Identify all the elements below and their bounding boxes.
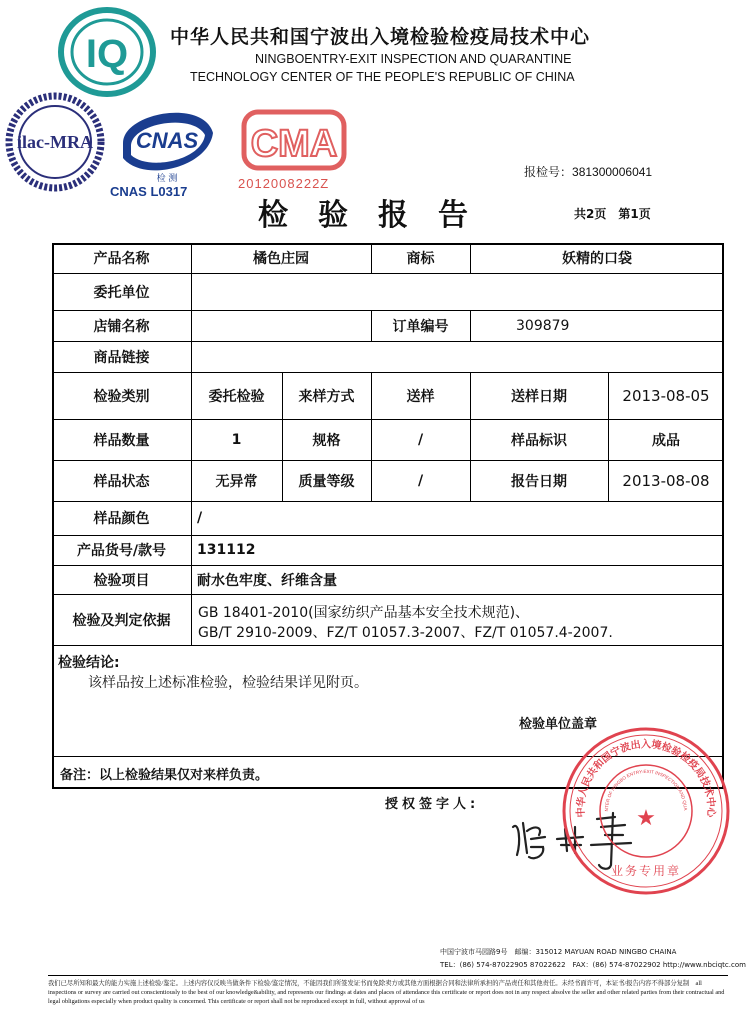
client-label: 委托单位 bbox=[93, 284, 150, 301]
submit-date-label: 送样日期 bbox=[511, 388, 567, 405]
footer-address: 中国宁波市马园路9号 邮编：315012 MAYUAN ROAD NINGBO CHAINA bbox=[440, 948, 677, 956]
submit-date-value: 2013-08-05 bbox=[622, 386, 710, 405]
seal-star-icon: ★ bbox=[636, 806, 656, 831]
report-title: 检验报告 bbox=[258, 198, 498, 233]
sampling-method-label: 来样方式 bbox=[298, 388, 355, 405]
inspection-type-value: 委托检验 bbox=[208, 388, 265, 405]
official-seal bbox=[560, 725, 732, 897]
sample-quantity-value: 1 bbox=[231, 431, 242, 448]
signer-label: 授权签字人: bbox=[385, 797, 480, 812]
client-value bbox=[191, 273, 724, 310]
org-name-en-line2: TECHNOLOGY CENTER OF THE PEOPLE'S REPUBLIC OF CHINA bbox=[190, 70, 575, 84]
basis-line-2: GB/T 2910-2009、FZ/T 01057.3-2007、FZ/T 01057.4-2007. bbox=[198, 625, 613, 641]
report-number-label: 报检号： bbox=[524, 165, 573, 179]
org-name-en-line1: NINGBOENTRY-EXIT INSPECTION AND QUARANTINE bbox=[255, 52, 572, 66]
sample-mark-value: 成品 bbox=[652, 432, 680, 449]
sample-quantity-label: 样品数量 bbox=[93, 432, 150, 449]
seal-top-text: 中华人民共和国宁波出入境检验检疫局技术中心 bbox=[575, 739, 717, 818]
report-number-value: 381300006041 bbox=[572, 165, 653, 179]
sample-mark-label: 样品标识 bbox=[511, 432, 567, 449]
footer-divider bbox=[48, 975, 728, 976]
shop-value bbox=[191, 310, 371, 341]
trademark-label: 商标 bbox=[406, 251, 435, 267]
basis-line-1: GB 18401-2010(国家纺织产品基本安全技术规范)、 bbox=[198, 605, 530, 621]
quality-grade-value: / bbox=[417, 472, 424, 489]
order-number-value: 309879 bbox=[516, 317, 570, 334]
sampling-method-value: 送样 bbox=[406, 388, 435, 405]
page-count: 共2页 第1页 bbox=[574, 207, 651, 221]
cnas-text: CNAS bbox=[135, 128, 199, 153]
trademark-value: 妖精的口袋 bbox=[562, 251, 632, 267]
org-name-cn: 中华人民共和国宁波出入境检验检疫局技术中心 bbox=[170, 26, 591, 48]
footer-disclaimer: 我们已尽所知和最大的能力实施上述检验/鉴定。上述内容仅反映当做条件下检验/鉴定情况，不能因我们所签发证书而免除卖方或其他方面根据合同和法律所承担的产品责任和其他责任。未经书面许可，本证书/报告内容不得部分复制 all inspections or survey are carried out conscientiously to the best of our knowledge&ability, and represents our findings at dates and places of attendance this certificate or report does not in any respect absolve the seller and other related parties from their contractual and legal obligations especially when product quality is concerned. This certificate or report shall not be reproduced except in full, without approval of us bbox=[48, 980, 725, 1005]
report-date-value: 2013-08-08 bbox=[622, 471, 710, 490]
product-name-label: 产品名称 bbox=[93, 251, 150, 267]
shop-label: 店铺名称 bbox=[93, 318, 150, 335]
spec-value: / bbox=[417, 431, 424, 448]
sample-color-value: / bbox=[197, 510, 203, 526]
cnas-code: CNAS L0317 bbox=[110, 184, 188, 199]
article-number-value: 131112 bbox=[197, 542, 256, 558]
sample-state-label: 样品状态 bbox=[93, 473, 150, 490]
footer-contact: TEL：(86) 574-87022905 87022622 FAX：(86) 574-87022902 http://www.nbciqtc.com bbox=[440, 961, 746, 969]
spec-label: 规格 bbox=[312, 432, 341, 449]
seal-bottom-text: 业务专用章 bbox=[610, 864, 682, 878]
ilac-mra-logo bbox=[2, 90, 108, 194]
basis-label: 检验及判定依据 bbox=[72, 612, 171, 629]
seal-inner-english: NTER OF NINGBO ENTRY-EXIT INSPECTION AND QUA bbox=[603, 768, 689, 812]
cma-number: 2012008222Z bbox=[238, 176, 330, 191]
remark-text: 备注：以上检验结果仅对来样负责。 bbox=[60, 768, 269, 783]
stamp-label: 检验单位盖章 bbox=[519, 717, 598, 732]
order-number-label: 订单编号 bbox=[392, 318, 449, 335]
report-date-label: 报告日期 bbox=[511, 473, 567, 490]
conclusion-text: 该样品按上述标准检验，检验结果详见附页。 bbox=[88, 675, 368, 691]
sample-state-value: 无异常 bbox=[215, 473, 258, 490]
product-name-value: 橘色庄园 bbox=[253, 251, 309, 267]
cnas-sub-text: 检 测 bbox=[156, 174, 178, 183]
conclusion-label: 检验结论: bbox=[58, 655, 120, 671]
inspection-type-label: 检验类别 bbox=[93, 388, 150, 405]
iq-logo-text: IQ bbox=[85, 32, 129, 76]
cma-text: CMA bbox=[250, 123, 338, 165]
sample-color-label: 样品颜色 bbox=[93, 511, 150, 527]
inspection-items-value: 耐水色牢度、纤维含量 bbox=[197, 572, 337, 589]
cnas-logo bbox=[113, 103, 219, 183]
iq-logo bbox=[54, 4, 160, 100]
article-number-label: 产品货号/款号 bbox=[76, 543, 167, 559]
cma-logo bbox=[238, 108, 350, 174]
basis-value bbox=[198, 603, 613, 643]
quality-grade-label: 质量等级 bbox=[298, 473, 355, 490]
report-number bbox=[524, 163, 652, 180]
ilac-mra-text: ilac-MRA bbox=[17, 132, 93, 152]
product-link-value bbox=[191, 341, 724, 372]
inspection-items-label: 检验项目 bbox=[93, 572, 150, 589]
product-link-label: 商品链接 bbox=[93, 349, 150, 366]
